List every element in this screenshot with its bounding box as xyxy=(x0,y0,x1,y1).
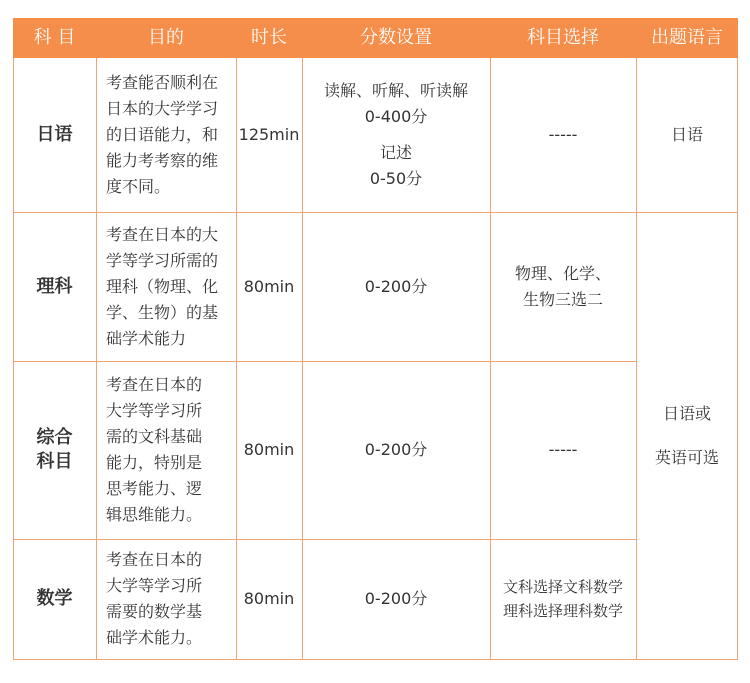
row-math-score: 0-200分 xyxy=(364,589,428,608)
grid-line xyxy=(13,539,636,540)
grid-line xyxy=(636,58,637,660)
row-science-duration: 80min xyxy=(243,276,295,296)
row-general-selection: ----- xyxy=(548,440,578,459)
grid-line xyxy=(13,361,636,362)
row-japanese-language: 日语 xyxy=(670,125,703,144)
grid-line xyxy=(13,58,14,660)
row-science-subject: 理科 xyxy=(36,275,73,297)
row-japanese-purpose: 考查能否顺利在 日本的大学学习 的日语能力，和 能力考考察的维 度不同。 xyxy=(106,73,219,196)
score-writing: 记述 xyxy=(379,143,412,162)
grid-line xyxy=(302,58,303,660)
header-language: 出题语言 xyxy=(636,18,738,58)
row-math-selection: 文科选择文科数学 理科选择理科数学 xyxy=(502,578,623,620)
row-general-subject: 综合 科目 xyxy=(36,427,73,472)
header-purpose: 目的 xyxy=(96,18,236,58)
row-science-selection: 物理、化学、 生物三选二 xyxy=(514,263,611,309)
row-japanese-subject: 日语 xyxy=(36,124,73,145)
row-math-purpose: 考查在日本的 大学等学习所 需要的数学基 础学术能力。 xyxy=(106,550,203,647)
merged-language-cell: 日语或 英语可选 xyxy=(654,403,719,467)
row-science-score: 0-200分 xyxy=(364,276,428,296)
row-japanese-score xyxy=(302,58,490,212)
grid-line xyxy=(636,212,738,213)
header-subject: 科 目 xyxy=(13,18,96,58)
grid-line xyxy=(13,659,738,660)
header-selection: 科目选择 xyxy=(490,18,636,58)
header-duration: 时长 xyxy=(236,18,302,58)
row-general-score: 0-200分 xyxy=(364,440,428,459)
row-math-subject: 数学 xyxy=(36,588,73,609)
grid-line xyxy=(737,58,738,660)
row-general-duration: 80min xyxy=(243,440,295,459)
row-japanese-duration: 125min xyxy=(238,125,300,144)
score-writing-range: 0-50分 xyxy=(369,169,423,188)
score-reading-range: 0-400分 xyxy=(364,107,428,126)
grid-line xyxy=(96,58,97,660)
header-score: 分数设置 xyxy=(302,18,490,58)
grid-line xyxy=(490,58,491,660)
row-math-duration: 80min xyxy=(243,589,295,608)
row-japanese-selection: ----- xyxy=(548,125,578,144)
row-science-purpose: 考查在日本的大 学等学习所需的 理科（物理、化 学、生物）的基 础学术能力 xyxy=(106,224,219,348)
grid-line xyxy=(236,58,237,660)
row-general-purpose: 考查在日本的 大学等学习所 需的文科基础 能力，特别是 思考能力、逻 辑思维能力。 xyxy=(106,375,203,524)
score-reading-listening: 读解、听解、听读解 xyxy=(323,81,468,100)
grid-line xyxy=(13,212,636,213)
